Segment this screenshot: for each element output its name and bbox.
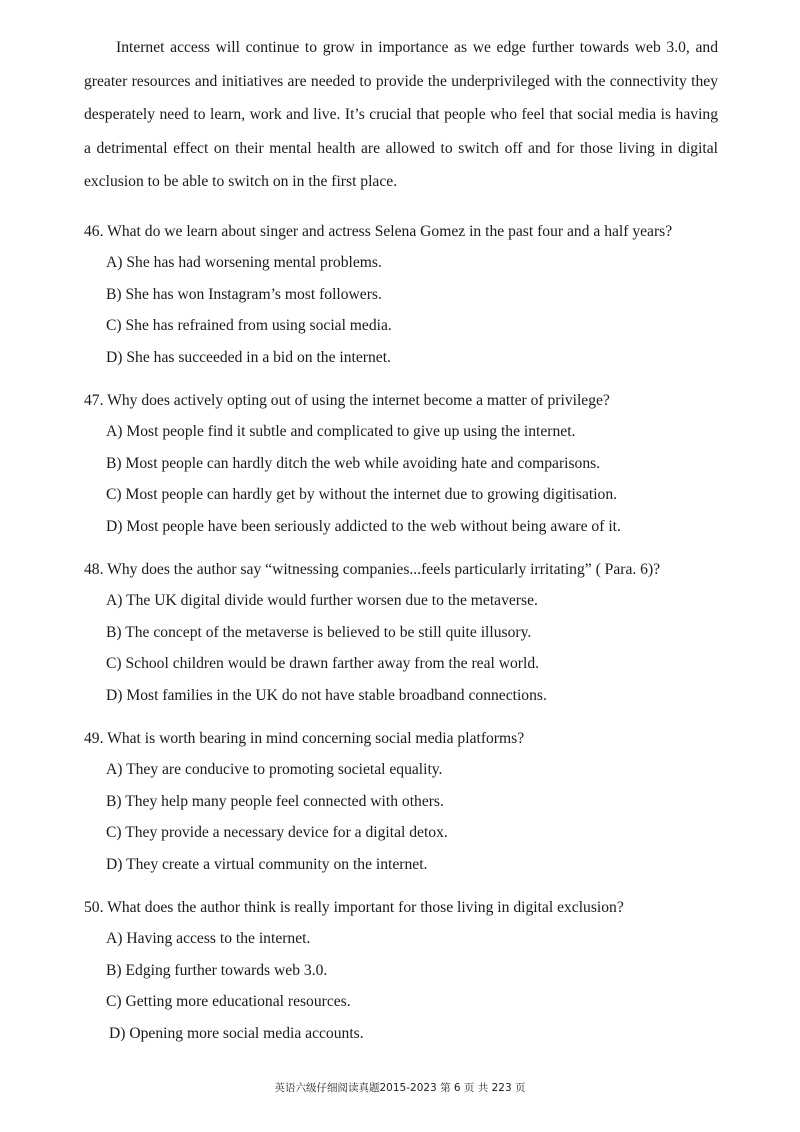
question-46 xyxy=(84,216,774,373)
page-footer: 英语六级仔细阅读真题2015-2023 第 6 页 共 223 页 xyxy=(274,1082,526,1094)
question-stem: 50. What does the author think is really important for those living in digital exclusion? xyxy=(84,899,624,916)
option-c: C) She has refrained from using social media. xyxy=(106,317,392,335)
intro-paragraph: Internet access will continue to grow in importance as we edge further towards web 3.0, and greater resources and initiatives are needed to provide the underprivileged with the connectivity they desperately need to learn, work and live. It’s crucial that people who feel that social media is having a detrimental effect on their mental health are allowed to switch off and for those living in digital exclusion to be able to switch on in the first place. xyxy=(84,39,718,191)
options-list xyxy=(84,585,774,711)
question-47 xyxy=(84,385,774,542)
option-b: B) They help many people feel connected with others. xyxy=(106,792,444,810)
question-49 xyxy=(84,723,774,880)
question-stem: 49. What is worth bearing in mind concerning social media platforms? xyxy=(84,730,525,747)
option-b: B) She has won Instagram’s most followers. xyxy=(106,285,382,303)
option-b: B) The concept of the metaverse is believed to be still quite illusory. xyxy=(106,623,532,641)
question-stem: 48. Why does the author say “witnessing companies...feels particularly irritating” ( Para. 6)? xyxy=(84,561,661,578)
option-d: D) Most people have been seriously addicted to the web without being aware of it. xyxy=(106,517,621,535)
options-list xyxy=(84,754,774,880)
option-b: B) Most people can hardly ditch the web while avoiding hate and comparisons. xyxy=(106,454,601,472)
question-48 xyxy=(84,554,774,711)
option-a: A) They are conducive to promoting societal equality. xyxy=(106,761,443,779)
question-stem: 47. Why does actively opting out of using the internet become a matter of privilege? xyxy=(84,392,610,409)
option-a: A) Most people find it subtle and complicated to give up using the internet. xyxy=(106,423,576,441)
option-d: D) She has succeeded in a bid on the internet. xyxy=(106,348,391,366)
option-d: D) They create a virtual community on the internet. xyxy=(106,855,428,873)
option-a: A) The UK digital divide would further worsen due to the metaverse. xyxy=(106,592,538,610)
option-d: D) Opening more social media accounts. xyxy=(109,1024,364,1042)
option-c: C) Most people can hardly get by without the internet due to growing digitisation. xyxy=(106,486,618,504)
options-list xyxy=(84,247,774,373)
option-d: D) Most families in the UK do not have stable broadband connections. xyxy=(106,686,547,704)
option-c: C) Getting more educational resources. xyxy=(106,993,351,1011)
option-c: C) They provide a necessary device for a digital detox. xyxy=(106,824,448,842)
options-list xyxy=(84,416,774,542)
option-a: A) She has had worsening mental problems. xyxy=(106,254,382,272)
question-stem: 46. What do we learn about singer and actress Selena Gomez in the past four and a half years? xyxy=(84,223,673,240)
option-b: B) Edging further towards web 3.0. xyxy=(106,961,328,979)
option-c: C) School children would be drawn farther away from the real world. xyxy=(106,655,540,673)
options-list xyxy=(84,923,774,1049)
option-a: A) Having access to the internet. xyxy=(106,930,311,948)
question-50 xyxy=(84,892,774,1049)
